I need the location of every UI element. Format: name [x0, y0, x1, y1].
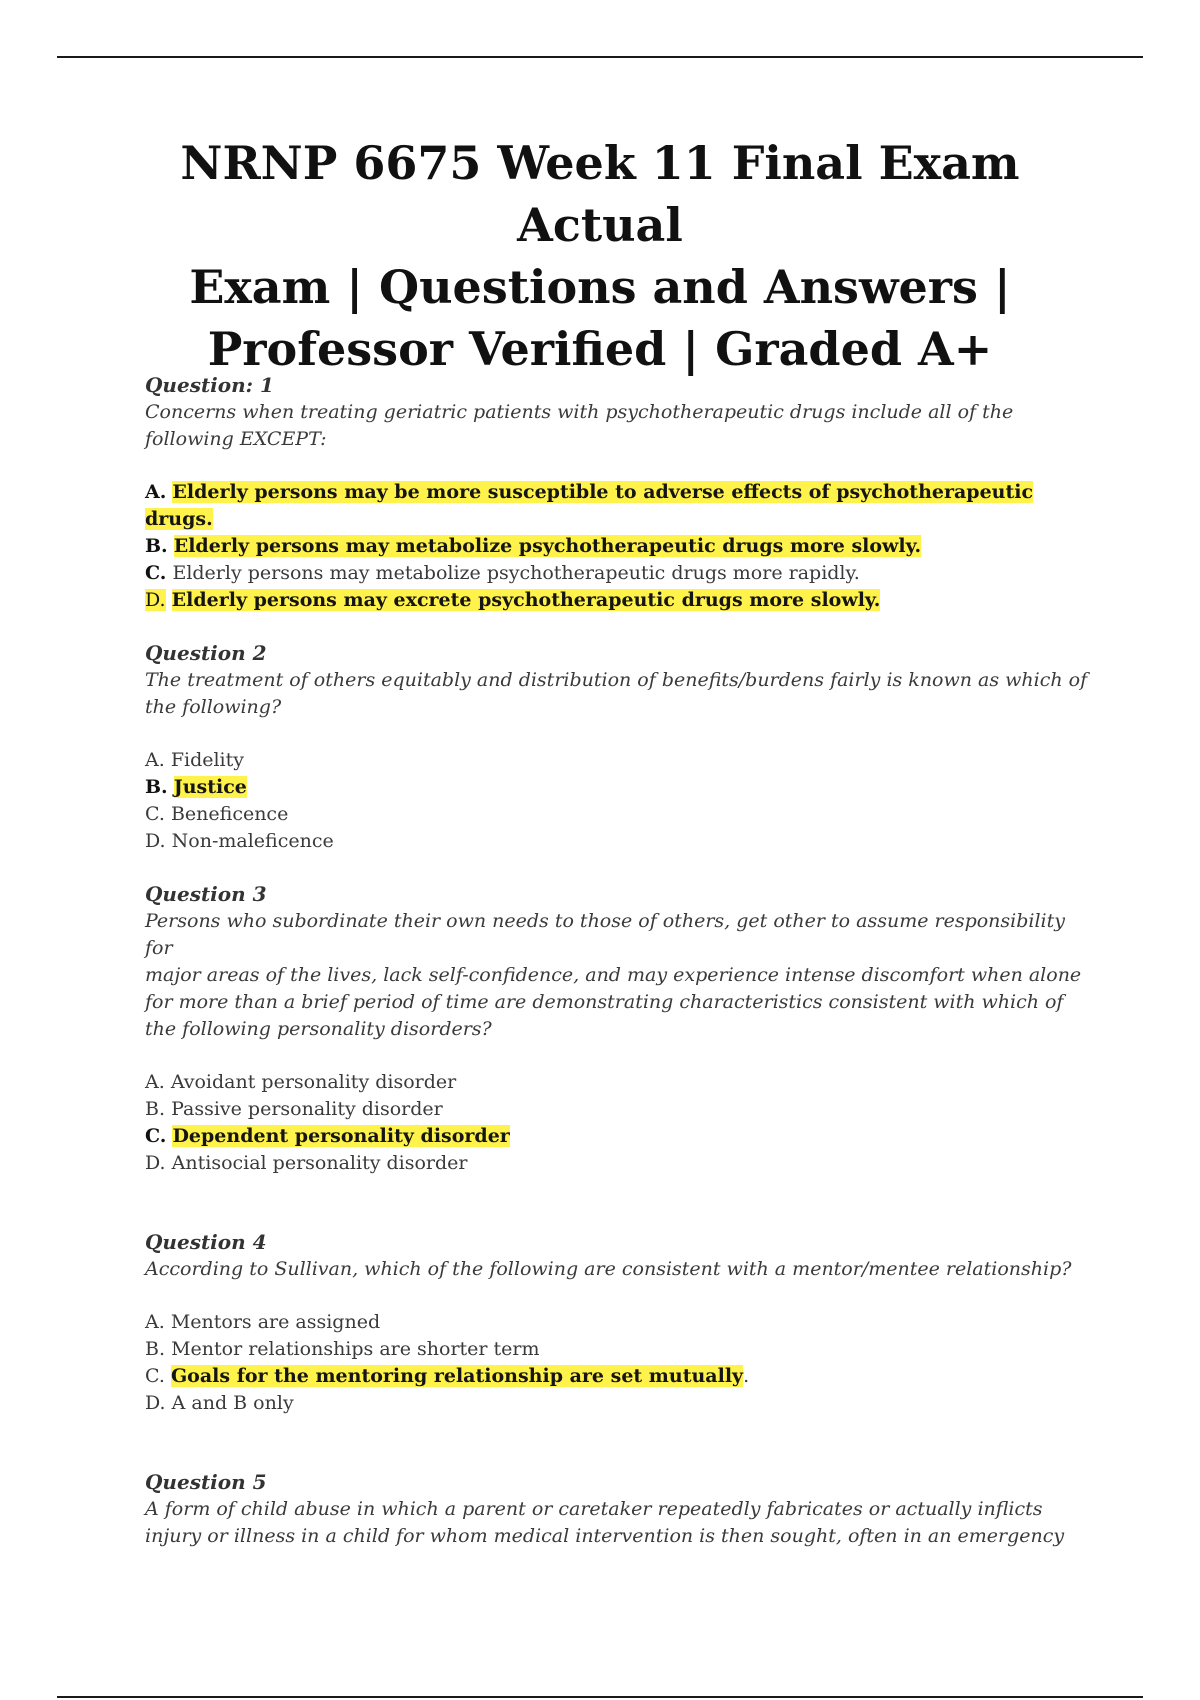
title-line: Exam | Questions and Answers | [189, 260, 1011, 314]
option-a [145, 479, 1095, 533]
title-line: NRNP 6675 Week 11 Final Exam Actual [180, 136, 1020, 252]
question-label: Question 5 [145, 1470, 267, 1494]
option-letter: B. [145, 1098, 166, 1120]
option-d [145, 1150, 1095, 1177]
option-letter: B. [145, 535, 168, 557]
option-d [145, 1390, 1095, 1417]
question-5 [145, 1469, 1095, 1550]
option-b [145, 774, 1095, 801]
option-b [145, 533, 1095, 560]
option-letter: A. [145, 1311, 165, 1333]
option-letter: C. [145, 1365, 165, 1387]
question-text [145, 399, 1095, 453]
option-a [145, 747, 1095, 774]
option-letter: A. [145, 481, 167, 503]
option-text: Non-maleficence [171, 830, 334, 852]
title-line: Professor Verified | Graded A+ [207, 322, 993, 376]
option-letter: D. [145, 830, 166, 852]
document-title [100, 132, 1100, 380]
question-text [145, 1256, 1095, 1283]
option-text: Elderly persons may metabolize psychotherapeutic drugs more slowly. [173, 535, 922, 557]
option-text: Dependent personality disorder [172, 1125, 510, 1147]
option-letter: C. [145, 562, 167, 584]
question-text-line: the following? [145, 696, 282, 718]
option-d [145, 828, 1095, 855]
option-letter: C. [145, 1125, 167, 1147]
option-c: C. Goals for the mentoring relationship are set mutually. [145, 1365, 750, 1387]
option-c [145, 560, 1095, 587]
option-b [145, 1336, 1095, 1363]
option-letter: D. [145, 1152, 166, 1174]
question-text-line: the following personality disorders? [145, 1018, 492, 1040]
option-text: Mentor relationships are shorter term [171, 1338, 540, 1360]
question-text-line: injury or illness in a child for whom medical intervention is then sought, often in an emergency [145, 1525, 1065, 1547]
option-letter: B. [145, 1338, 166, 1360]
question-text-line: A form of child abuse in which a parent or caretaker repeatedly fabricates or actually inflicts [145, 1498, 1043, 1520]
question-text-line: following EXCEPT: [145, 428, 327, 450]
option-a [145, 1069, 1095, 1096]
option-text: Passive personality disorder [171, 1098, 443, 1120]
question-label: Question: 1 [145, 373, 274, 397]
questions-content [145, 372, 1095, 1576]
question-1 [145, 372, 1095, 614]
option-d [145, 587, 1095, 614]
option-text: Elderly persons may be more susceptible to adverse effects of psychotherapeutic [172, 481, 1034, 503]
question-text-line: Persons who subordinate their own needs to those of others, get other to assume responsibility for [145, 910, 1065, 959]
question-label: Question 4 [145, 1230, 267, 1254]
option-letter: D. [145, 589, 166, 611]
question-label: Question 3 [145, 882, 267, 906]
question-text-line: major areas of the lives, lack self-confidence, and may experience intense discomfort when alone [145, 964, 1082, 986]
option-text: A and B only [171, 1392, 294, 1414]
option-text: Elderly persons may excrete psychotherapeutic drugs more slowly. [171, 589, 881, 611]
question-3 [145, 881, 1095, 1177]
option-c [145, 1123, 1095, 1150]
option-text: Beneficence [170, 803, 289, 825]
option-letter: A. [145, 749, 165, 771]
question-4 [145, 1229, 1095, 1417]
option-text: Antisocial personality disorder [171, 1152, 468, 1174]
option-letter: D. [145, 1392, 166, 1414]
option-letter: C. [145, 803, 165, 825]
option-text: Fidelity [170, 749, 245, 771]
question-2 [145, 640, 1095, 855]
option-text: Goals for the mentoring relationship are set mutually [170, 1365, 744, 1387]
option-text: drugs. [145, 508, 213, 530]
option-text: Justice [173, 776, 247, 798]
option-a [145, 1309, 1095, 1336]
question-text [145, 908, 1095, 1043]
question-text-line: The treatment of others equitably and distribution of benefits/burdens fairly is known as which of [145, 669, 1088, 691]
question-text-line: According to Sullivan, which of the following are consistent with a mentor/mentee relationship? [145, 1258, 1072, 1280]
top-rule [57, 56, 1143, 58]
option-letter: B. [145, 776, 168, 798]
option-letter: A. [145, 1071, 165, 1093]
option-text: Avoidant personality disorder [170, 1071, 457, 1093]
question-text-line: for more than a brief period of time are demonstrating characteristics consistent with which of [145, 991, 1064, 1013]
question-label: Question 2 [145, 641, 267, 665]
option-c [145, 801, 1095, 828]
question-text-line: Concerns when treating geriatric patients with psychotherapeutic drugs include all of the [145, 401, 1014, 423]
question-text [145, 667, 1095, 721]
option-text: Mentors are assigned [170, 1311, 381, 1333]
question-text [145, 1496, 1095, 1550]
option-text: Elderly persons may metabolize psychotherapeutic drugs more rapidly. [172, 562, 860, 584]
bottom-rule [57, 1696, 1143, 1698]
option-b [145, 1096, 1095, 1123]
